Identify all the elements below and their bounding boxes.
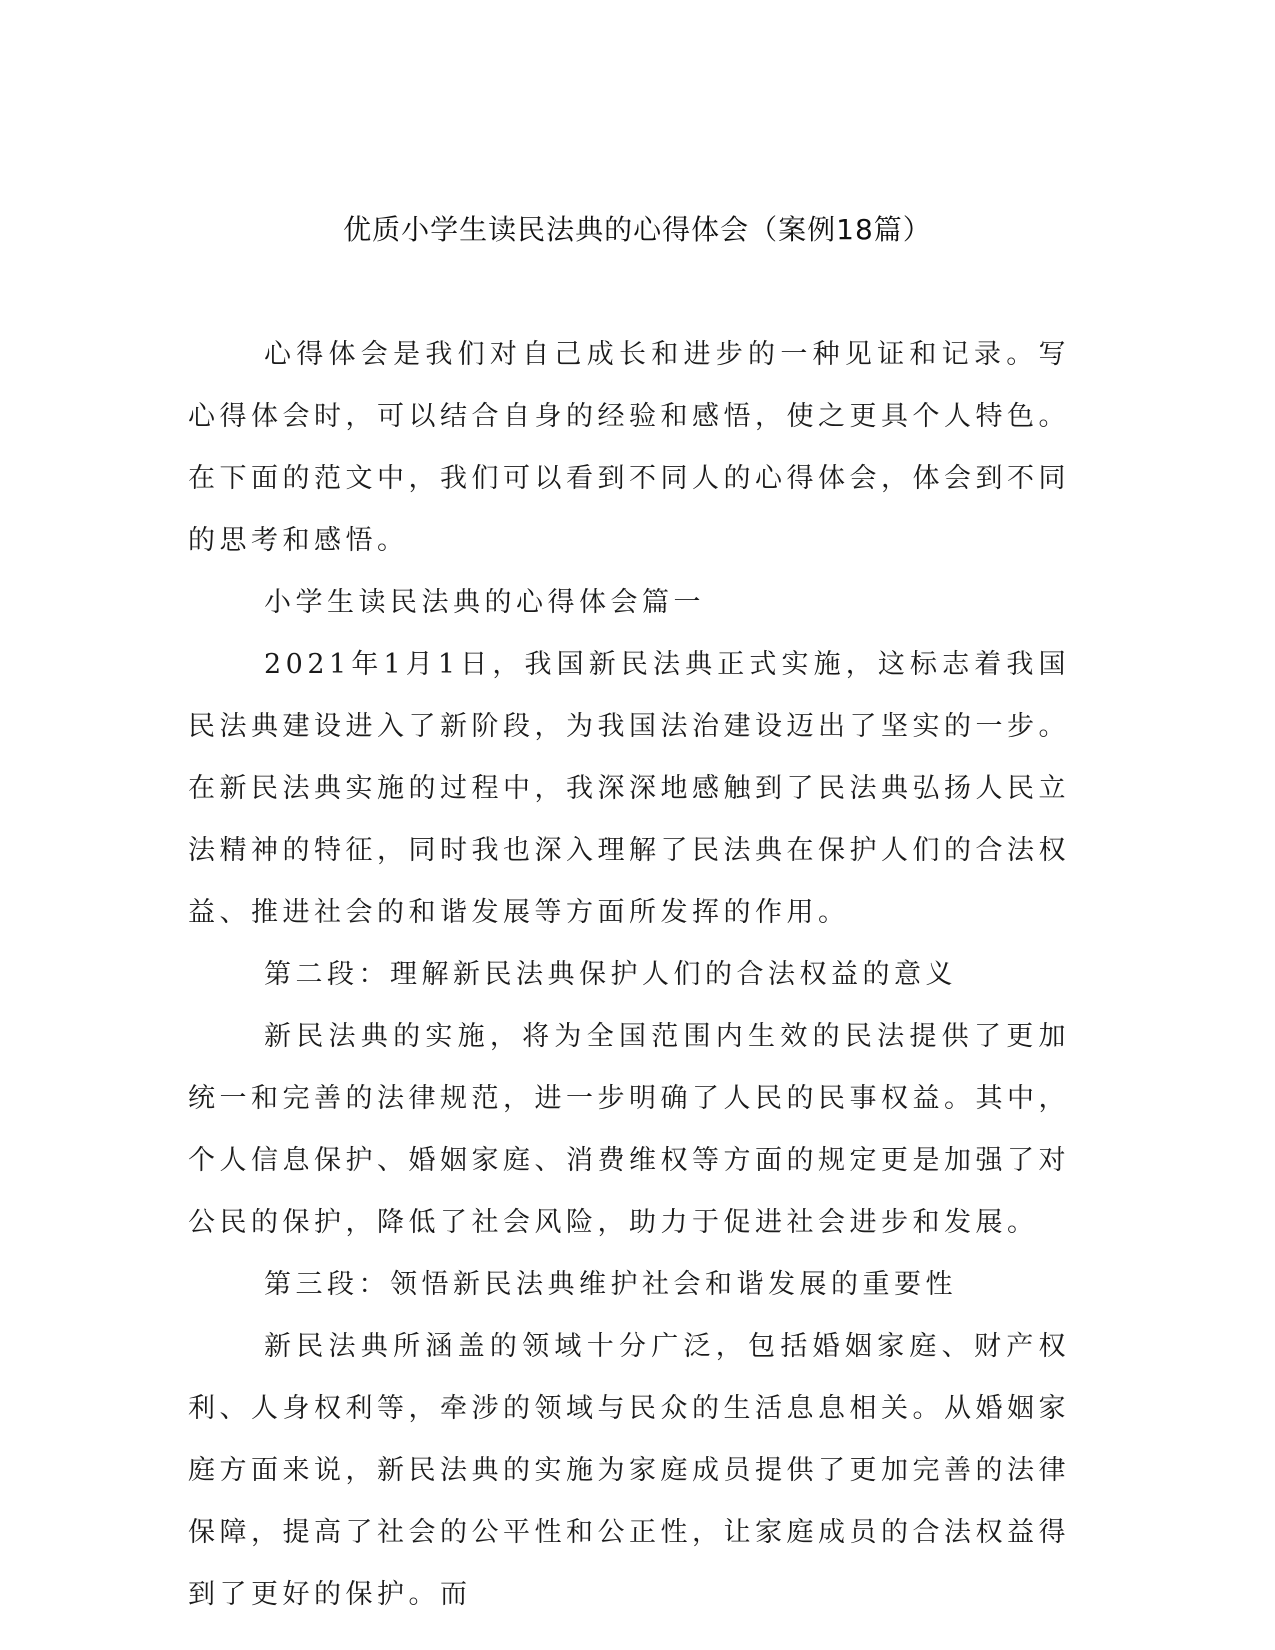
section-heading-3: 第三段：领悟新民法典维护社会和谐发展的重要性 [264, 1269, 957, 1300]
intro-paragraph: 心得体会是我们对自己成长和进步的一种见证和记录。写心得体会时，可以结合自身的经验和感悟，使之更具个人特色。在下面的范文中，我们可以看到不同人的心得体会，体会到不同的思考和感悟。 [188, 339, 1070, 556]
section-heading-2: 第二段：理解新民法典保护人们的合法权益的意义 [264, 959, 957, 990]
body-paragraph: 新民法典的实施，将为全国范围内生效的民法提供了更加统一和完善的法律规范，进一步明确了人民的民事权益。其中，个人信息保护、婚姻家庭、消费维权等方面的规定更是加强了对公民的保护，降低了社会风险，助力于促进社会进步和发展。 [188, 1021, 1070, 1238]
document-body [188, 324, 1070, 1626]
body-paragraph: 新民法典所涵盖的领域十分广泛，包括婚姻家庭、财产权利、人身权利等，牵涉的领域与民众的生活息息相关。从婚姻家庭方面来说，新民法典的实施为家庭成员提供了更加完善的法律保障，提高了社会的公平性和公正性，让家庭成员的合法权益得到了更好的保护。而 [188, 1331, 1070, 1610]
document-title: 优质小学生读民法典的心得体会（案例18篇） [343, 213, 932, 246]
section-heading-1: 小学生读民法典的心得体会篇一 [264, 587, 705, 618]
body-paragraph: 2021年1月1日，我国新民法典正式实施，这标志着我国民法典建设进入了新阶段，为我国法治建设迈出了坚实的一步。在新民法典实施的过程中，我深深地感触到了民法典弘扬人民立法精神的特征，同时我也深入理解了民法典在保护人们的合法权益、推进社会的和谐发展等方面所发挥的作用。 [188, 649, 1070, 928]
